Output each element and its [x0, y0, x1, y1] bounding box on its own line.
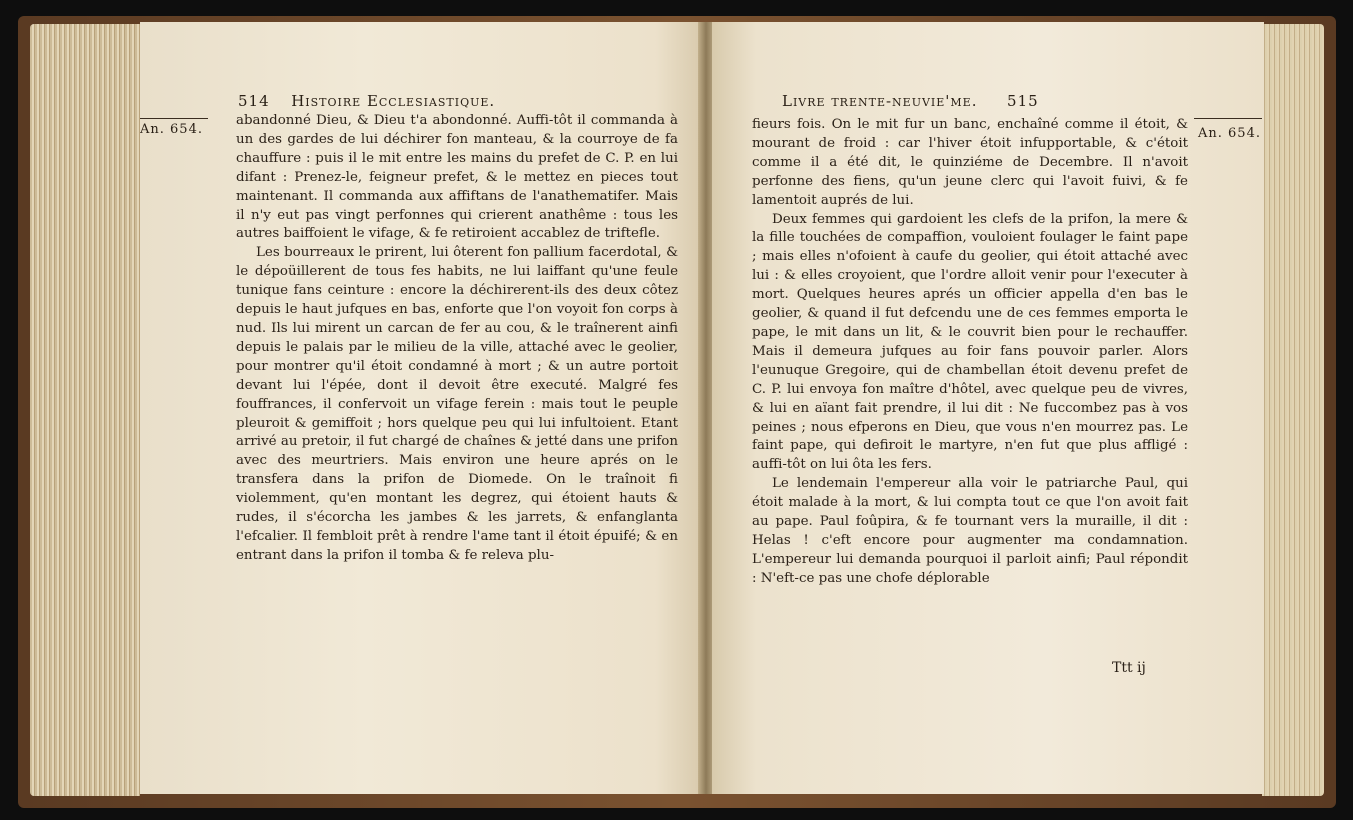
right-paragraph-2: Deux femmes qui gardoient les clefs de la prifon, la mere & la fille touchées de compaffion, vouloient foulager le faint pape ; mais elles n'ofoient à caufe du geolier, qui étoit attaché avec lui : & elles croyoient, que l'ordre alloit venir pour l'executer à mort. Quelques heures aprés un officier appella d'en bas le geolier, & quand il fut defcendu une de ces femmes emporta le pape, le mit dans un lit, & le couvrit bien pour le rechauffer. Mais il demeura jufques au foir fans pouvoir parler. Alors l'eunuque Gregoire, qui de chambellan étoit devenu prefet de C. P. lui envoya fon maître d'hôtel, avec quelque peu de vivres, & lui en aïant fait prendre, il lui dit : Ne fuccombez pas à vos peines ; nous efperons en Dieu, que vous n'en mourrez pas. Le faint pape, qui defiroit le martyre, n'en fut que plus affligé : auffi-tôt on lui ôta les fers.: [752, 211, 1188, 473]
right-running-head: [782, 92, 1039, 110]
right-page: [712, 22, 1264, 794]
right-paragraph-1: fieurs fois. On le mit fur un banc, enchaîné comme il étoit, & mourant de froid : car l'hiver étoit infupportable, & c'étoit comme il a été dit, le quinziéme de Decembre. Il n'avoit perfonne des fiens, qu'un jeune clerc qui l'avoit fuivi, & fe lamentoit auprés de lui.: [752, 117, 1188, 208]
left-head-title: Histoire Ecclesiastique.: [291, 92, 496, 110]
signature-mark: Ttt ij: [1112, 660, 1146, 676]
right-margin-rule: [1194, 118, 1262, 119]
left-body-text: [236, 112, 678, 566]
right-page-number: 515: [1007, 92, 1039, 110]
page-edges-right: [1262, 24, 1324, 796]
left-margin-rule: [140, 118, 208, 119]
right-head-title: Livre trente-neuvie'me.: [782, 92, 978, 110]
left-paragraph-1: abandonné Dieu, & Dieu t'a abondonné. Auffi-tôt il commanda à un des gardes de lui déchirer fon manteau, & la courroye de fa chauffure : puis il le mit entre les mains du prefet de C. P. en lui difant : Prenez-le, feigneur prefet, & le mettez en pieces tout maintenant. Il commanda aux affiftans de l'anathematifer. Mais il n'y eut pas vingt perfonnes qui crierent anathême : tous les autres baiffoient le vifage, & fe retiroient accablez de triftefle.: [236, 113, 678, 242]
left-paragraph-2: Les bourreaux le prirent, lui ôterent fon pallium facerdotal, & le dépoüillerent de tous fes habits, ne lui laiffant qu'une feule tunique fans ceinture : encore la déchirerent-ils des deux côtez depuis le haut jufques en bas, enforte que l'on voyoit fon corps à nud. Ils lui mirent un carcan de fer au cou, & le traînerent ainfi depuis le palais par le milieu de la ville, attaché avec le geolier, pour montrer qu'il étoit condamné à mort ; & un autre portoit devant lui l'épée, dont il devoit être executé. Malgré fes fouffrances, il confervoit un vifage ferein : mais tout le peuple pleuroit & gemiffoit ; hors quelque peu qui lui infultoient. Etant arrivé au pretoir, il fut chargé de chaînes & jetté dans une prifon avec des meurtriers. Mais environ une heure aprés on le transfera dans la prifon de Diomede. On le traînoit fi violemment, qu'en montant les degrez, qui étoient hauts & rudes, il s'écorcha les jambes & les jarrets, & enfanglanta l'efcalier. Il fembloit prêt à rendre l'ame tant il étoit épuifé; & en entrant dans la prifon il tomba & fe releva plu-: [236, 245, 678, 563]
right-body-text: [752, 116, 1188, 589]
left-page: [140, 22, 700, 794]
right-margin-note: An. 654.: [1198, 126, 1261, 141]
page-edges-left: [30, 24, 140, 796]
right-paragraph-3: Le lendemain l'empereur alla voir le patriarche Paul, qui étoit malade à la mort, & lui compta tout ce que l'on avoit fait au pape. Paul foûpira, & fe tournant vers la muraille, il dit : Helas ! c'eft encore pour augmenter ma condamnation. L'empereur lui demanda pourquoi il parloit ainfi; Paul répondit : N'eft-ce pas une chofe déplorable: [752, 476, 1188, 586]
left-page-number: 514: [238, 92, 270, 110]
left-margin-note: An. 654.: [140, 122, 203, 137]
left-running-head: [238, 92, 495, 110]
